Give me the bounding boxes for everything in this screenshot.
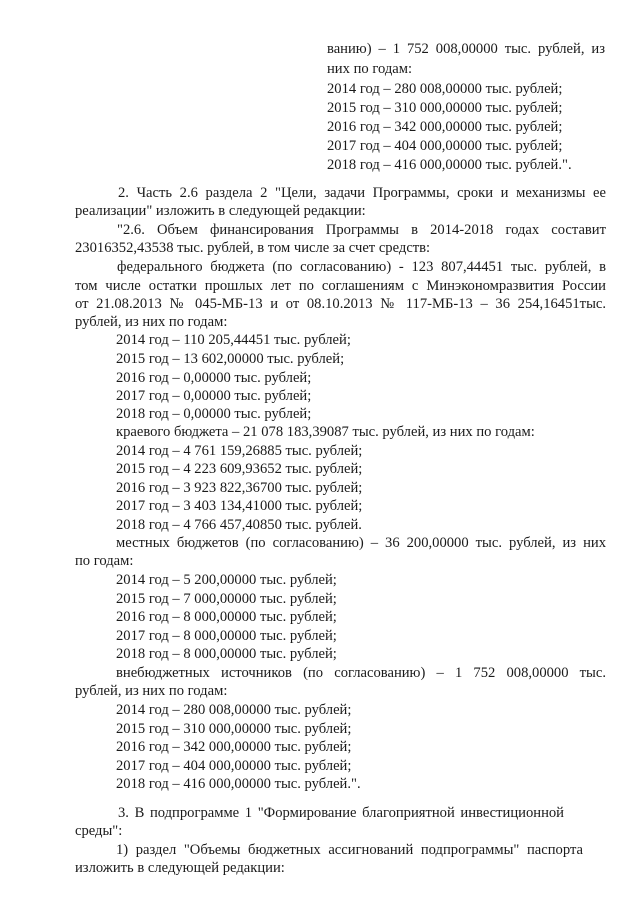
- extra-line-1: внебюджетных источников (по согласованию) – 1 752 008,00000 тыс.: [116, 665, 606, 681]
- federal-line-1: федерального бюджета (по согласованию) - 123 807,44451 тыс. рублей, в: [117, 259, 606, 275]
- top-continuation-block: [327, 40, 605, 58]
- top-year-2014: 2014 год – 280 008,00000 тыс. рублей;: [327, 81, 563, 97]
- top-year-2015: 2015 год – 310 000,00000 тыс. рублей;: [327, 100, 563, 116]
- regional-year-2018: 2018 год – 4 766 457,40850 тыс. рублей.: [116, 517, 362, 533]
- federal-year-2014: 2014 год – 110 205,44451 тыс. рублей;: [116, 332, 351, 348]
- section2-heading-line-1: 2. Часть 2.6 раздела 2 "Цели, задачи Программы, сроки и механизмы ее: [118, 185, 606, 201]
- federal-year-2017: 2017 год – 0,00000 тыс. рублей;: [116, 388, 312, 404]
- extra-year-2014: 2014 год – 280 008,00000 тыс. рублей;: [116, 702, 352, 718]
- regional-year-2017: 2017 год – 3 403 134,41000 тыс. рублей;: [116, 498, 363, 514]
- extra-year-2017: 2017 год – 404 000,00000 тыс. рублей;: [116, 758, 352, 774]
- extra-year-2015: 2015 год – 310 000,00000 тыс. рублей;: [116, 721, 352, 737]
- federal-line-2: том числе остатки прошлых лет по соглашениям с Минэкономразвития России: [75, 278, 606, 294]
- federal-line-3: от 21.08.2013 № 045-МБ-13 и от 08.10.2013 № 117-МБ-13 – 36 254,16451тыс.: [75, 296, 606, 312]
- top-year-2016: 2016 год – 342 000,00000 тыс. рублей;: [327, 119, 563, 135]
- local-year-2015: 2015 год – 7 000,00000 тыс. рублей;: [116, 591, 337, 607]
- extra-year-2018: 2018 год – 416 000,00000 тыс. рублей.".: [116, 776, 361, 792]
- extra-year-2016: 2016 год – 342 000,00000 тыс. рублей;: [116, 739, 352, 755]
- regional-year-2014: 2014 год – 4 761 159,26885 тыс. рублей;: [116, 443, 363, 459]
- extra-line-2: рублей, из них по годам:: [75, 683, 228, 699]
- local-year-2014: 2014 год – 5 200,00000 тыс. рублей;: [116, 572, 337, 588]
- local-year-2018: 2018 год – 8 000,00000 тыс. рублей;: [116, 646, 337, 662]
- federal-year-2018: 2018 год – 0,00000 тыс. рублей;: [116, 406, 312, 422]
- local-line-1: местных бюджетов (по согласованию) – 36 200,00000 тыс. рублей, из них: [116, 535, 606, 551]
- section2-intro-line-1: "2.6. Объем финансирования Программы в 2014-2018 годах составит: [117, 222, 606, 238]
- regional-line-1: краевого бюджета – 21 078 183,39087 тыс. рублей, из них по годам:: [116, 424, 535, 440]
- local-year-2017: 2017 год – 8 000,00000 тыс. рублей;: [116, 628, 337, 644]
- section3-heading-line-1: 3. В подпрограмме 1 "Формирование благоприятной инвестиционной: [118, 805, 564, 821]
- federal-year-2015: 2015 год – 13 602,00000 тыс. рублей;: [116, 351, 345, 367]
- section2-intro-line-2: 23016352,43538 тыс. рублей, в том числе за счет средств:: [75, 240, 431, 256]
- top-year-2018: 2018 год – 416 000,00000 тыс. рублей.".: [327, 157, 572, 173]
- local-line-2: по годам:: [75, 553, 134, 569]
- federal-year-2016: 2016 год – 0,00000 тыс. рублей;: [116, 370, 312, 386]
- section3-item-line-2: изложить в следующей редакции:: [75, 860, 285, 876]
- top-line-1: ванию) – 1 752 008,00000 тыс. рублей, из: [327, 41, 605, 57]
- top-year-2017: 2017 год – 404 000,00000 тыс. рублей;: [327, 138, 563, 154]
- top-line-2: них по годам:: [327, 61, 413, 77]
- federal-line-4: рублей, из них по годам:: [75, 314, 228, 330]
- section2-heading-line-2: реализации" изложить в следующей редакции:: [75, 203, 366, 219]
- section3-item-line-1: 1) раздел "Объемы бюджетных ассигнований подпрограммы" паспорта: [116, 842, 583, 858]
- regional-year-2015: 2015 год – 4 223 609,93652 тыс. рублей;: [116, 461, 363, 477]
- local-year-2016: 2016 год – 8 000,00000 тыс. рублей;: [116, 609, 337, 625]
- regional-year-2016: 2016 год – 3 923 822,36700 тыс. рублей;: [116, 480, 363, 496]
- section3-heading-line-2: среды":: [75, 823, 123, 839]
